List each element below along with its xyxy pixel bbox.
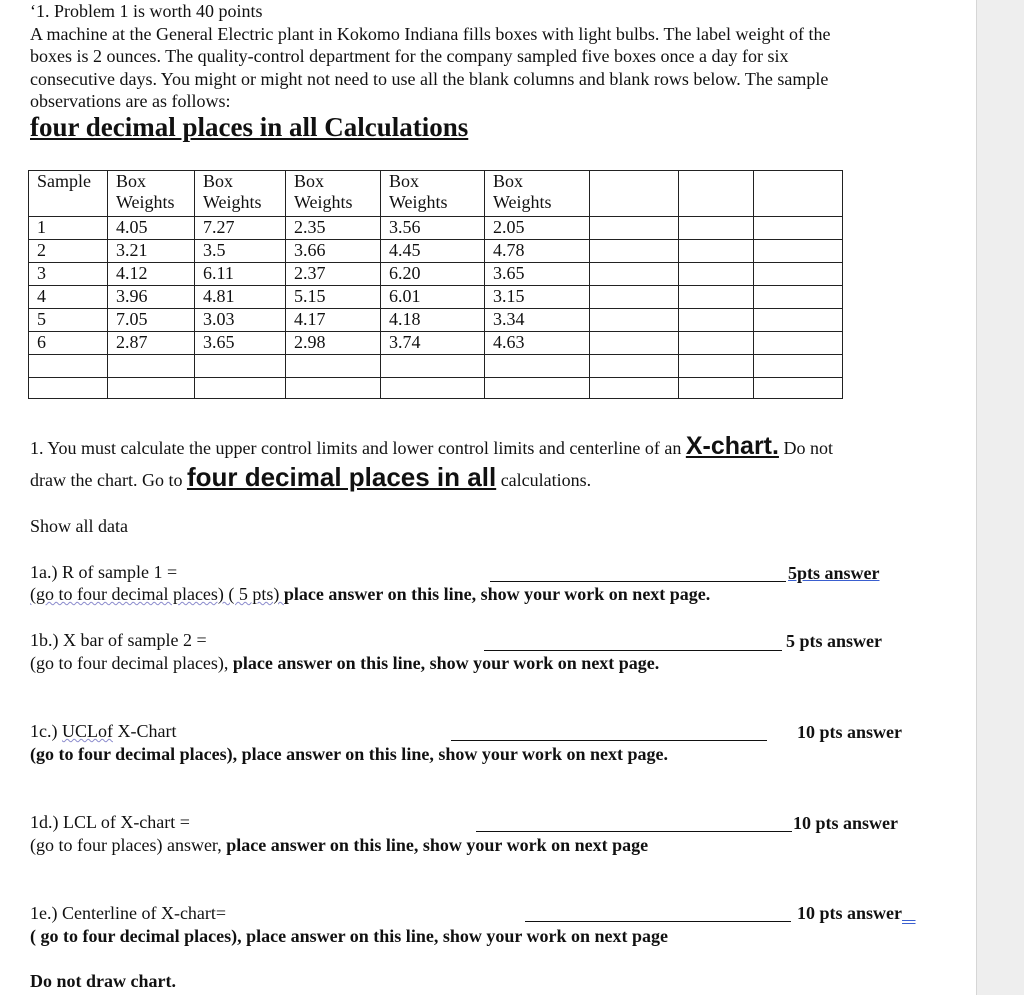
blank-cell <box>590 332 679 355</box>
blank-cell <box>754 332 843 355</box>
footer-note: Do not draw chart. <box>30 971 176 991</box>
weight-cell: 2.87 <box>108 332 195 355</box>
header-cell: Box Weights <box>381 171 485 217</box>
blank-cell <box>590 171 679 217</box>
q1a-points: 5pts answer <box>788 563 880 583</box>
q1b-instruction: (go to four decimal places), place answer on this line, show your work on next page. <box>30 653 660 673</box>
blank-cell <box>679 171 754 217</box>
q1e-points: 10 pts answer <box>797 903 916 924</box>
blank-cell <box>754 286 843 309</box>
blank-cell <box>381 355 485 378</box>
q1c-answer-line[interactable] <box>451 740 767 741</box>
sample-number-cell: 6 <box>29 332 108 355</box>
q1c-instruction: (go to four decimal places), place answer on this line, show your work on next page. <box>30 744 669 764</box>
q1e-label: 1e.) Centerline of X-chart= <box>30 903 227 923</box>
weight-cell: 5.15 <box>286 286 381 309</box>
weight-cell: 6.11 <box>195 263 286 286</box>
blank-cell <box>754 309 843 332</box>
blank-cell <box>679 378 754 399</box>
instruction-line-1: 1. You must calculate the upper control limits and lower control limits and centerline of an X-chart. Do not <box>30 432 833 460</box>
table-row <box>29 378 843 399</box>
header-cell: Sample <box>29 171 108 217</box>
q1e-instruction: ( go to four decimal places), place answer on this line, show your work on next page <box>30 926 669 946</box>
blank-cell <box>29 378 108 399</box>
weight-cell: 2.98 <box>286 332 381 355</box>
blank-answer-mark <box>902 903 916 923</box>
q1a-instruction: (go to four decimal places) ( 5 pts) place answer on this line, show your work on next page. <box>30 584 711 604</box>
weight-cell: 3.15 <box>485 286 590 309</box>
q1b-points: 5 pts answer <box>786 631 883 651</box>
blank-cell <box>590 355 679 378</box>
weight-cell: 3.21 <box>108 240 195 263</box>
q1d-label: 1d.) LCL of X-chart = <box>30 812 190 832</box>
table-row <box>29 286 843 309</box>
blank-cell <box>590 309 679 332</box>
sample-number-cell: 3 <box>29 263 108 286</box>
problem-line-1: A machine at the General Electric plant in Kokomo Indiana fills boxes with light bulbs. The label weight of the <box>30 23 831 44</box>
q1d-answer-line[interactable] <box>476 831 792 832</box>
table-row <box>29 309 843 332</box>
weight-cell: 4.81 <box>195 286 286 309</box>
weight-cell: 2.37 <box>286 263 381 286</box>
table-row <box>29 263 843 286</box>
blank-cell <box>679 286 754 309</box>
window-gutter <box>976 0 1024 995</box>
blank-cell <box>286 355 381 378</box>
sample-table <box>28 170 843 399</box>
weight-cell: 2.35 <box>286 217 381 240</box>
blank-cell <box>590 240 679 263</box>
weight-cell: 3.96 <box>108 286 195 309</box>
weight-cell: 4.05 <box>108 217 195 240</box>
q1b-label: 1b.) X bar of sample 2 = <box>30 630 207 650</box>
q1d-instruction: (go to four places) answer, place answer on this line, show your work on next page <box>30 835 649 855</box>
blank-cell <box>754 263 843 286</box>
header-cell: Box Weights <box>286 171 381 217</box>
q1a-label: 1a.) R of sample 1 = <box>30 562 178 582</box>
weight-cell: 7.05 <box>108 309 195 332</box>
blank-cell <box>754 355 843 378</box>
weight-cell: 3.56 <box>381 217 485 240</box>
weight-cell: 3.66 <box>286 240 381 263</box>
problem-line-3: consecutive days. You might or might not need to use all the blank columns and blank rows below. The sample <box>30 68 829 89</box>
sample-number-cell: 1 <box>29 217 108 240</box>
decimal-heading: four decimal places in all Calculations <box>30 112 469 142</box>
header-cell: Box Weights <box>108 171 195 217</box>
weight-cell: 4.45 <box>381 240 485 263</box>
blank-cell <box>679 263 754 286</box>
four-decimal-emphasis: four decimal places in all <box>186 462 497 492</box>
blank-cell <box>485 355 590 378</box>
blank-cell <box>754 217 843 240</box>
blank-cell <box>679 240 754 263</box>
weight-cell: 4.17 <box>286 309 381 332</box>
weight-cell: 3.65 <box>195 332 286 355</box>
show-all-data: Show all data <box>30 516 128 536</box>
blank-cell <box>29 355 108 378</box>
weight-cell: 4.12 <box>108 263 195 286</box>
blank-cell <box>679 217 754 240</box>
weight-cell: 4.78 <box>485 240 590 263</box>
q1c-points: 10 pts answer <box>797 722 903 742</box>
sample-number-cell: 2 <box>29 240 108 263</box>
blank-cell <box>754 171 843 217</box>
blank-cell <box>754 240 843 263</box>
instruction-line-2: draw the chart. Go to four decimal places in all calculations. <box>30 462 592 492</box>
weight-cell: 7.27 <box>195 217 286 240</box>
problem-title: ‘1. Problem 1 is worth 40 points <box>30 1 263 21</box>
blank-cell <box>590 378 679 399</box>
q1b-answer-line[interactable] <box>484 650 782 651</box>
sample-number-cell: 4 <box>29 286 108 309</box>
weight-cell: 3.34 <box>485 309 590 332</box>
blank-cell <box>108 355 195 378</box>
table-row <box>29 332 843 355</box>
weight-cell: 3.03 <box>195 309 286 332</box>
blank-cell <box>286 378 381 399</box>
q1e-answer-line[interactable] <box>525 921 791 922</box>
q1d-points: 10 pts answer <box>793 813 899 833</box>
blank-cell <box>195 355 286 378</box>
weight-cell: 2.05 <box>485 217 590 240</box>
blank-cell <box>590 286 679 309</box>
table-header-row <box>29 171 843 217</box>
weight-cell: 6.20 <box>381 263 485 286</box>
blank-cell <box>679 355 754 378</box>
weight-cell: 4.63 <box>485 332 590 355</box>
q1a-answer-line[interactable] <box>490 581 786 582</box>
problem-intro <box>30 0 930 113</box>
header-cell: Box Weights <box>195 171 286 217</box>
table-row <box>29 217 843 240</box>
weight-cell: 3.65 <box>485 263 590 286</box>
weight-cell: 4.18 <box>381 309 485 332</box>
problem-line-2: boxes is 2 ounces. The quality-control department for the company sampled five boxes once a day for six <box>30 46 789 67</box>
problem-line-4: observations are as follows: <box>30 91 231 112</box>
weight-cell: 3.74 <box>381 332 485 355</box>
weight-cell: 6.01 <box>381 286 485 309</box>
blank-cell <box>195 378 286 399</box>
sample-number-cell: 5 <box>29 309 108 332</box>
x-chart-emphasis: X-chart. <box>685 432 779 460</box>
table-row <box>29 355 843 378</box>
blank-cell <box>679 332 754 355</box>
q1c-label: 1c.) UCLof X-Chart <box>30 721 177 741</box>
blank-cell <box>754 378 843 399</box>
table-row <box>29 240 843 263</box>
blank-cell <box>679 309 754 332</box>
blank-cell <box>108 378 195 399</box>
header-cell: Box Weights <box>485 171 590 217</box>
blank-cell <box>590 263 679 286</box>
blank-cell <box>381 378 485 399</box>
blank-cell <box>485 378 590 399</box>
blank-cell <box>590 217 679 240</box>
weight-cell: 3.5 <box>195 240 286 263</box>
